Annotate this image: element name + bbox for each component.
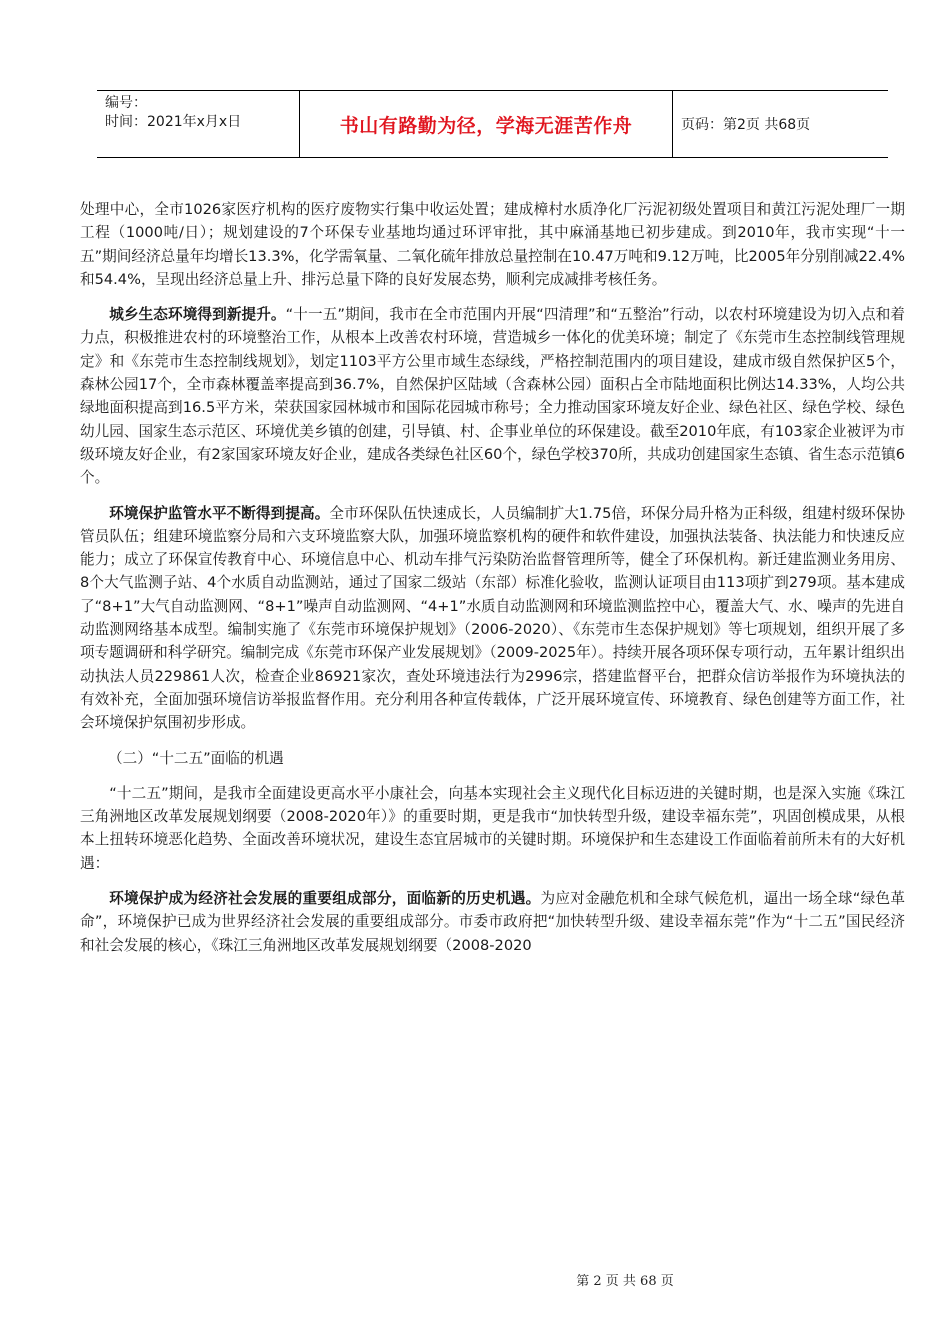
paragraph-lead: 城乡生态环境得到新提升。 bbox=[109, 306, 286, 324]
footer-page-number: 第 2 页 共 68 页 bbox=[576, 1274, 674, 1289]
paragraph-2 bbox=[80, 303, 905, 489]
paragraph-4 bbox=[80, 782, 905, 875]
time-label: 时间：2021年x月x日 bbox=[105, 114, 242, 130]
paragraph-lead: 环境保护成为经济社会发展的重要组成部分，面临新的历史机遇。 bbox=[109, 890, 541, 908]
header-meta bbox=[97, 91, 299, 157]
section-heading: （二）“十二五”面临的机遇 bbox=[108, 749, 284, 767]
header-motto: 书山有路勤为径，学海无涯苦作舟 bbox=[299, 91, 673, 157]
document-header bbox=[97, 90, 888, 158]
paragraph-1 bbox=[80, 198, 905, 291]
paragraph-text: “十二五”期间，是我市全面建设更高水平小康社会，向基本实现社会主义现代化目标迈进的关键时期，也是深入实施《珠江三角洲地区改革发展规划纲要（2008-2020年）》的重要时期，更是我市“加快转型升级，建设幸福东莞”，巩固创模成果，从根本上扭转环境恶化趋势、全面改善环境状况，建设生态宜居城市的关键时期。环境保护和生态建设工作面临着前所未有的大好机遇： bbox=[80, 784, 905, 872]
paragraph-text: 处理中心，全市1026家医疗机构的医疗废物实行集中收运处置；建成樟村水质净化厂污泥初级处置项目和黄江污泥处理厂一期工程（1000吨/日）；规划建设的7个环保专业基地均通过环评审批，其中麻涌基地已初步建成。到2010年，我市实现“十一五”期间经济总量年均增长13.3%，化学需氧量、二氧化硫年排放总量控制在10.47万吨和9.12万吨，比2005年分别削减22.4%和54.4%，呈现出经济总量上升、排污总量下降的良好发展态势，顺利完成减排考核任务。 bbox=[80, 201, 905, 288]
page-footer bbox=[0, 1270, 950, 1289]
paragraph-lead: 环境保护监管水平不断得到提高。 bbox=[109, 504, 330, 522]
paragraph-text: 全市环保队伍快速成长，人员编制扩大1.75倍，环保分局升格为正科级，组建村级环保协管员队伍；组建环境监察分局和六支环境监察大队，加强环境监察机构的硬件和软件建设，加强执法装备、执法能力和快速反应能力；成立了环保宣传教育中心、环境信息中心、机动车排气污染防治监督管理所等，健全了环保机构。新迁建监测业务用房、8个大气监测子站、4个水质自动监测站，通过了国家二级站（东部）标准化验收，监测认证项目由113项扩到279项。基本建成了“8+1”大气自动监测网、“8+1”噪声自动监测网、“4+1”水质自动监测网和环境监测监控中心，覆盖大气、水、噪声的先进自动监测网络基本成型。编制实施了《东莞市环境保护规划》（2006-2020）、《东莞市生态保护规划》等七项规划，组织开展了多项专题调研和科学研究。编制完成《东莞市环保产业发展规划》（2009-2025年）。持续开展各项环保专项行动，五年累计组织出动执法人员229861人次，检查企业86921家次，查处环境违法行为2996宗，搭建监督平台，把群众信访举报作为环境执法的有效补充，全面加强环境信访举报监督作用。充分利用各种宣传载体，广泛开展环境宣传、环境教育、绿色创建等方面工作，社会环境保护氛围初步形成。 bbox=[80, 504, 905, 732]
header-page-label: 页码：第2页 共68页 bbox=[681, 117, 811, 133]
number-label: 编号： bbox=[105, 95, 147, 111]
paragraph-5 bbox=[80, 887, 905, 957]
paragraph-text: “十一五”期间，我市在全市范围内开展“四清理”和“五整治”行动，以农村环境建设为切入点和着力点，积极推进农村的环境整治工作，从根本上改善农村环境，营造城乡一体化的优美环境；制定了《东莞市生态控制线管理规定》和《东莞市生态控制线规划》，划定1103平方公里市域生态绿线，严格控制范围内的项目建设，建成市级自然保护区5个，森林公园17个，全市森林覆盖率提高到36.7%，自然保护区陆域（含森林公园）面积占全市陆地面积比例达14.33%，人均公共绿地面积提高到16.5平方米，荣获国家园林城市和国际花园城市称号；全力推动国家环境友好企业、绿色社区、绿色学校、绿色幼儿园、国家生态示范区、环境优美乡镇的创建，引导镇、村、企事业单位的环保建设。截至2010年底，有103家企业被评为市级环境友好企业，有2家国家环境友好企业，建成各类绿色社区60个，绿色学校370所，共成功创建国家生态镇、省生态示范镇6个。 bbox=[80, 306, 905, 487]
paragraph-text: 为应对金融危机和全球气候危机，逼出一场全球“绿色革命”，环境保护已成为世界经济社会发展的重要组成部分。市委市政府把“加快转型升级、建设幸福东莞”作为“十二五”国民经济和社会发展的核心，《珠江三角洲地区改革发展规划纲要（2008-2020 bbox=[80, 890, 905, 954]
document-body bbox=[80, 198, 905, 969]
paragraph-3 bbox=[80, 502, 905, 735]
